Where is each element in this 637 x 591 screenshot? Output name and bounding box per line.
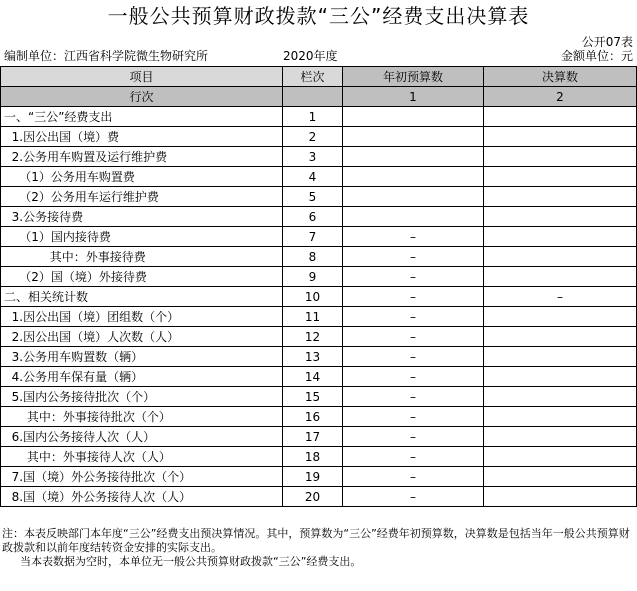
row-item: 其中：外事接待人次（人）: [1, 447, 283, 467]
table-row: [1, 467, 637, 487]
row-item: 6.国内公务接待人次（人）: [1, 427, 283, 447]
row-budget: –: [343, 247, 484, 267]
table-row: [1, 207, 637, 227]
row-final: [484, 207, 637, 227]
row-budget: –: [343, 407, 484, 427]
table-row: [1, 247, 637, 267]
row-line-number: 1: [283, 107, 343, 127]
table-row: [1, 487, 637, 507]
index-budget: 1: [343, 87, 484, 107]
row-item: 3.公务用车购置数（辆）: [1, 347, 283, 367]
row-line-number: 20: [283, 487, 343, 507]
table-row: [1, 427, 637, 447]
note-2: 当本表数据为空时，本单位无一般公共预算财政拨款“三公”经费支出。: [20, 555, 362, 568]
row-final: [484, 487, 637, 507]
index-line-number: [283, 87, 343, 107]
row-item: 3.公务接待费: [1, 207, 283, 227]
row-budget: –: [343, 287, 484, 307]
row-line-number: 14: [283, 367, 343, 387]
row-final: [484, 227, 637, 247]
row-line-number: 6: [283, 207, 343, 227]
row-final: [484, 327, 637, 347]
row-final: [484, 307, 637, 327]
row-line-number: 7: [283, 227, 343, 247]
table-row: [1, 167, 637, 187]
row-budget: [343, 107, 484, 127]
table-row: [1, 367, 637, 387]
meta-row: [0, 48, 637, 65]
row-item: （2）国（境）外接待费: [1, 267, 283, 287]
header-budget: 年初预算数: [343, 67, 484, 87]
index-label: 行次: [1, 87, 283, 107]
row-item: （2）公务用车运行维护费: [1, 187, 283, 207]
row-item: 7.国（境）外公务接待批次（个）: [1, 467, 283, 487]
table-row: [1, 227, 637, 247]
row-final: [484, 147, 637, 167]
row-final: [484, 467, 637, 487]
row-line-number: 2: [283, 127, 343, 147]
row-line-number: 15: [283, 387, 343, 407]
row-line-number: 17: [283, 427, 343, 447]
page-title: 一般公共预算财政拨款“三公”经费支出决算表: [107, 4, 530, 28]
table-row: [1, 147, 637, 167]
row-line-number: 19: [283, 467, 343, 487]
header-line-number: 栏次: [283, 67, 343, 87]
row-final: [484, 387, 637, 407]
row-budget: –: [343, 347, 484, 367]
table-row: [1, 327, 637, 347]
row-item: 其中：外事接待批次（个）: [1, 407, 283, 427]
row-budget: [343, 127, 484, 147]
index-final: 2: [484, 87, 637, 107]
table-row: [1, 267, 637, 287]
table-row: [1, 387, 637, 407]
row-budget: –: [343, 387, 484, 407]
row-final: [484, 367, 637, 387]
expense-table: [0, 66, 637, 507]
row-item: 1.因公出国（境）费: [1, 127, 283, 147]
row-budget: –: [343, 487, 484, 507]
row-line-number: 11: [283, 307, 343, 327]
row-item: 2.因公出国（境）人次数（人）: [1, 327, 283, 347]
row-line-number: 5: [283, 187, 343, 207]
row-line-number: 4: [283, 167, 343, 187]
table-row: [1, 347, 637, 367]
row-final: [484, 167, 637, 187]
index-row: [1, 87, 637, 107]
table-row: [1, 447, 637, 467]
row-item: 其中：外事接待费: [1, 247, 283, 267]
row-budget: –: [343, 327, 484, 347]
row-line-number: 18: [283, 447, 343, 467]
row-budget: [343, 147, 484, 167]
row-item: （1）国内接待费: [1, 227, 283, 247]
row-final: [484, 447, 637, 467]
row-final: [484, 107, 637, 127]
row-budget: –: [343, 267, 484, 287]
header-final: 决算数: [484, 67, 637, 87]
row-budget: [343, 207, 484, 227]
header-row: [1, 67, 637, 87]
row-item: 一、“三公”经费支出: [1, 107, 283, 127]
notes: [2, 527, 636, 569]
row-item: 4.公务用车保有量（辆）: [1, 367, 283, 387]
row-item: （1）公务用车购置费: [1, 167, 283, 187]
row-budget: [343, 167, 484, 187]
row-budget: –: [343, 307, 484, 327]
row-final: [484, 247, 637, 267]
row-budget: –: [343, 467, 484, 487]
form-number: 公开07表: [581, 35, 633, 49]
table-row: [1, 287, 637, 307]
row-budget: –: [343, 427, 484, 447]
fiscal-year: 2020年度: [283, 49, 338, 63]
table-row: [1, 107, 637, 127]
row-final: [484, 347, 637, 367]
table-row: [1, 127, 637, 147]
row-final: [484, 427, 637, 447]
currency-unit: 金额单位：元: [560, 49, 633, 63]
row-line-number: 12: [283, 327, 343, 347]
row-item: 8.国（境）外公务接待人次（人）: [1, 487, 283, 507]
row-line-number: 3: [283, 147, 343, 167]
row-item: 5.国内公务接待批次（个）: [1, 387, 283, 407]
table-row: [1, 407, 637, 427]
row-item: 二、相关统计数: [1, 287, 283, 307]
row-final: [484, 407, 637, 427]
row-item: 2.公务用车购置及运行维护费: [1, 147, 283, 167]
row-line-number: 13: [283, 347, 343, 367]
row-final: –: [484, 287, 637, 307]
row-budget: –: [343, 227, 484, 247]
row-final: [484, 127, 637, 147]
table-row: [1, 307, 637, 327]
row-line-number: 10: [283, 287, 343, 307]
table-row: [1, 187, 637, 207]
row-line-number: 9: [283, 267, 343, 287]
note-1: 注：本表反映部门本年度“三公”经费支出预决算情况。其中，预算数为“三公”经费年初预算数，决算数是包括当年一般公共预算财政拨款和以前年度结转资金安排的实际支出。: [2, 527, 630, 554]
row-budget: [343, 187, 484, 207]
row-budget: –: [343, 367, 484, 387]
row-line-number: 16: [283, 407, 343, 427]
row-budget: –: [343, 447, 484, 467]
reporting-unit: 编制单位：江西省科学院微生物研究所: [4, 49, 209, 63]
row-final: [484, 187, 637, 207]
row-item: 1.因公出国（境）团组数（个）: [1, 307, 283, 327]
header-item: 项目: [1, 67, 283, 87]
row-line-number: 8: [283, 247, 343, 267]
row-final: [484, 267, 637, 287]
